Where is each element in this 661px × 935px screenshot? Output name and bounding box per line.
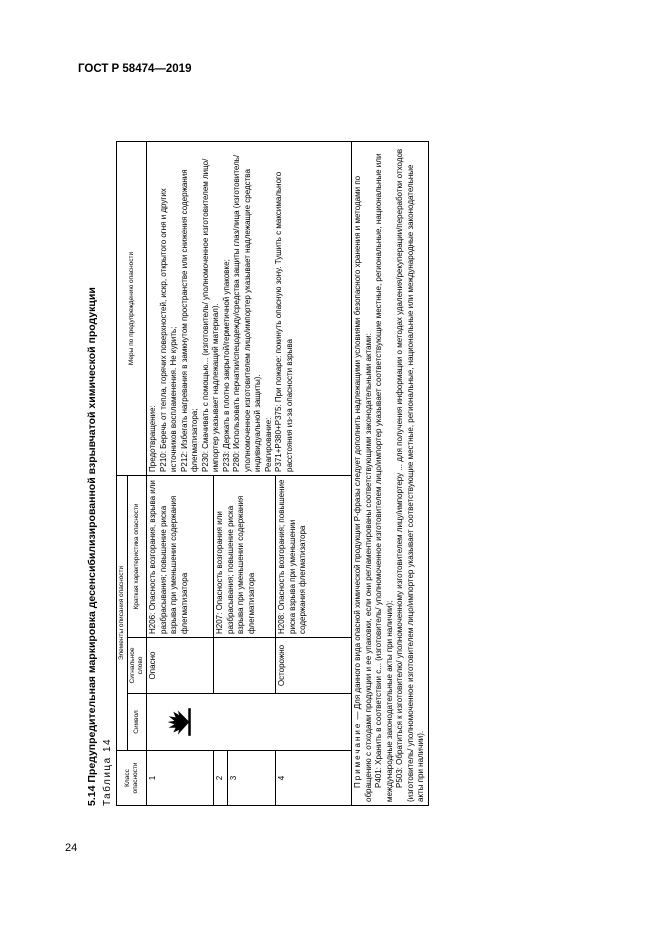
header-row: [117, 141, 128, 805]
measures-cell: [147, 141, 352, 475]
class-cell: 2: [214, 751, 228, 806]
symbol-cell: [147, 694, 352, 751]
note-p401: P401: Хранить в соответствии с... (изготовитель/ уполномоченное изготовителем лицо/импортер указывает соответствующие местные, региональные, национальные или международные законодательные акты при наличии);: [374, 153, 394, 802]
rotated-page-content: [85, 142, 537, 808]
measure-item: P371+P380+P375: При пожаре: покинуть опасную зону. Тушить с максимального расстояния из-за опасности взрыва: [274, 171, 294, 472]
signal-cell: Осторожно: [276, 638, 352, 694]
note-row: [352, 141, 429, 805]
section-title: 5.14 Предупредительная маркировка десенсибилизированной взрывчатой химической продукции: [86, 287, 98, 806]
class-cell: 3: [228, 751, 276, 806]
header-class: Класс опасности: [117, 751, 147, 806]
note-intro: [353, 145, 374, 802]
hazard-table: [116, 141, 429, 806]
measure-item: Реагирование:: [263, 417, 273, 472]
header-signal: Сигнальное слово: [128, 638, 147, 694]
header-brief: Краткая характеристика опасности: [128, 475, 147, 637]
table-label: Таблица 14: [102, 737, 113, 806]
table-row: [147, 141, 214, 805]
measure-item: P233: Держать в плотно закрытой/герметичной упаковке;: [221, 259, 231, 472]
flame-icon: [148, 699, 194, 745]
class-cell: 1: [147, 751, 214, 806]
header-symbol: Символ: [128, 694, 147, 751]
header-measures: Меры по предупреждению опасности: [117, 141, 147, 475]
signal-cell: [214, 638, 228, 694]
signal-cell: [228, 638, 276, 694]
table-note: [352, 141, 429, 805]
signal-cell: Опасно: [147, 638, 214, 694]
measure-item: P280: Использовать перчатки/спецодежду/средства защиты глаз/лица (изготовитель/ уполномоченное изготовителем лицо/импортер указывает надлежащие средства индивидуальной защиты).: [232, 154, 262, 472]
header-elements: Элементы описания опасности: [117, 475, 128, 750]
document-header: ГОСТ Р 58474—2019: [78, 63, 192, 75]
measure-item: Предотвращение:: [148, 405, 157, 472]
class-cell: 4: [276, 751, 352, 806]
page-number: 24: [65, 842, 78, 854]
measure-item: P210: Беречь от тепла, горячих поверхностей, искр, открытого огня и других источников воспламенения. Не курить;: [158, 188, 178, 472]
brief-cell: H206: Опасность возгорания, взрыва или разбрасывания; повышение риска взрыва при уменьшении содержания флегматизатора: [147, 475, 214, 637]
note-label: Примечание: [353, 721, 362, 788]
brief-cell: H208: Опасность возгорания; повышение риска взрыва при уменьшении содержания флегматизатора: [276, 475, 352, 637]
brief-cell: H207: Опасность возгорания или разбрасывания; повышение риска взрыва при уменьшении содержания флегматизатора: [214, 475, 276, 637]
measure-item: P230: Смачивать с помощью... (изготовитель/ уполномоченное изготовителем лицо/импортер указывает надлежащий материал).: [200, 158, 220, 472]
note-p503: P503: Обратиться к изготовителю/ уполномоченному изготовителем лицу/импортеру ... для получения информации о методах удаления/рекуперации/переработки отходов (изготовитель/ уполномоченное изготовителем лицо/импортер указывает соответствующие местные, региональные, национальные или международные законодательные акты при наличии).: [395, 148, 425, 802]
note-text: — Для данного вида опасной химической продукции Р-фразы следует дополнить надлежащими условиями безопасного хранения и методами по обращению с отходами продукции и ее упаковки, если они регламентированы соответствующими законодательными актами:: [353, 175, 373, 802]
measure-item: P212: Избегать нагревания в замкнутом пространстве или снижения содержания флегматизатора;: [179, 169, 199, 472]
